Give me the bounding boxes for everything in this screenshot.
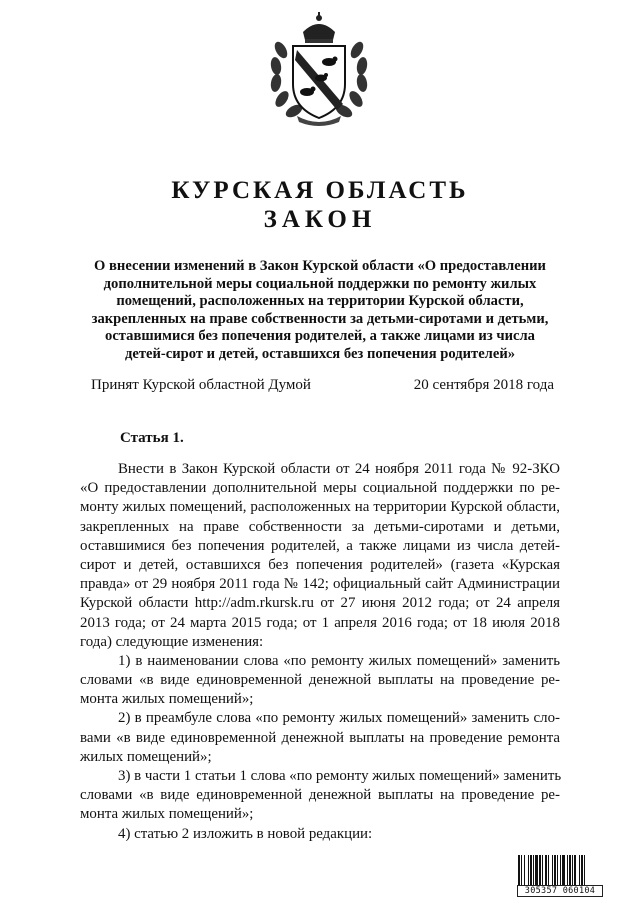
heading-line: дополнительной меры социальной поддержки по ремонту жилых — [103, 275, 537, 292]
body-line: 4) статью 2 изложить в новой редакции: — [118, 825, 373, 842]
law-title: ЗАКОН — [263, 206, 377, 233]
adopted-by: Принят Курской областной Думой — [91, 377, 311, 393]
body-line: сирот и детей, оставшихся без попечения родителей» (газета «Курская — [80, 556, 560, 573]
heading-line: детей-сирот и детей, оставшихся без попечения родителей» — [124, 345, 516, 362]
body-line: 2013 года; от 24 марта 2015 года; от 1 апреля 2016 года; от 18 июля 2018 — [80, 614, 560, 631]
body-line: монта жилых помещений»; — [80, 806, 254, 823]
coat-of-arms-icon — [267, 10, 371, 126]
heading-line: О внесении изменений в Закон Курской области «О предоставлении — [94, 258, 546, 274]
article-body — [80, 460, 560, 844]
article-title: Статья 1. — [120, 430, 184, 446]
adopted-date: 20 сентября 2018 года — [413, 377, 554, 393]
body-line: года) следующие изменения: — [80, 633, 264, 650]
region-title: КУРСКАЯ ОБЛАСТЬ — [171, 177, 469, 204]
heading-line: помещений, расположенных на территории Курской области, — [116, 293, 524, 310]
barcode — [517, 855, 603, 897]
body-line: словами «в виде единовременной денежной выплаты на проведение ре- — [80, 672, 560, 689]
barcode-icon — [517, 855, 603, 885]
body-line: монта жилых помещений»; — [80, 691, 254, 708]
body-line: закрепленных на праве собственности за детьми-сиротами и детьми, — [80, 518, 560, 535]
body-line: оставшимися без попечения родителей, а также лицами из числа детей- — [80, 537, 560, 554]
body-line: «О предоставлении дополнительной меры социальной поддержки по ре- — [80, 480, 560, 497]
body-line: Курской области http://adm.rkursk.ru от 27 июня 2012 года; от 24 апреля — [80, 595, 560, 612]
law-heading — [80, 258, 560, 364]
heading-line: закрепленных на праве собственности за детьми-сиротами и детьми, — [91, 310, 549, 327]
body-line: правда» от 29 ноября 2011 года № 142; официальный сайт Администрации — [80, 576, 560, 593]
body-line: словами «в виде единовременной денежной выплаты на проведение ре- — [80, 787, 560, 804]
heading-line: оставшимися без попечения родителей, а также лицами из числа — [105, 328, 535, 345]
barcode-number: 305357 060104 — [517, 885, 603, 897]
body-line: вами «в виде единовременной денежной выплаты на проведение ремонта — [80, 729, 560, 746]
body-line: 2) в преамбуле слова «по ремонту жилых помещений» заменить сло- — [118, 710, 560, 727]
body-line: 3) в части 1 статьи 1 слова «по ремонту жилых помещений» заменить — [118, 768, 562, 784]
body-line: 1) в наименовании слова «по ремонту жилых помещений» заменить — [118, 652, 560, 669]
body-line: Внести в Закон Курской области от 24 ноября 2011 года № 92-ЗКО — [118, 461, 560, 477]
body-line: жилых помещений»; — [80, 748, 212, 765]
body-line: монту жилых помещений, расположенных на территории Курской области, — [80, 499, 560, 516]
